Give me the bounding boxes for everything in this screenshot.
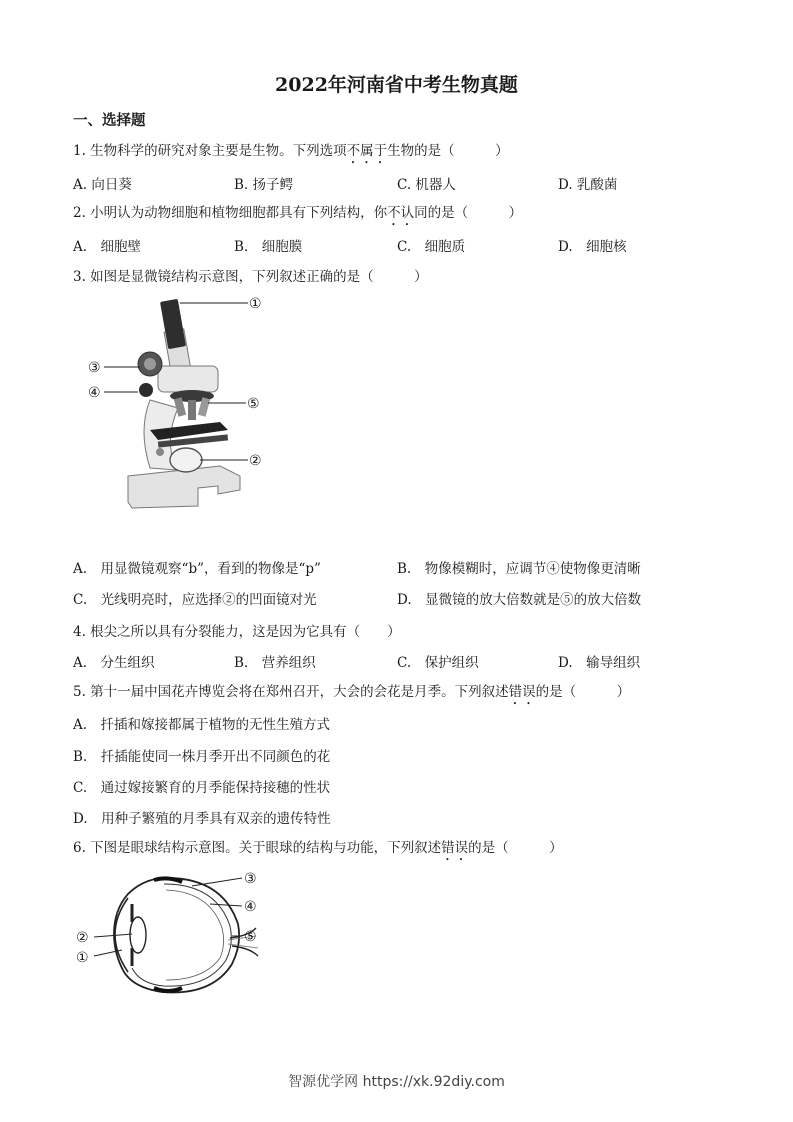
q3-option-a[interactable]: A. 用显微镜观察“b”，看到的物像是“p” [73, 561, 321, 577]
q4-option-c[interactable]: C. 保护组织 [397, 655, 479, 671]
question-6-emphasis: 错误 [441, 840, 469, 856]
page-title: 2022年河南省中考生物真题 [275, 74, 518, 96]
eyeball-figure [72, 864, 272, 1004]
question-6-text: 6. 下图是眼球结构示意图。关于眼球的结构与功能，下列叙述 [73, 840, 442, 856]
question-1-emphasis: 不属于 [346, 143, 388, 159]
question-2-emphasis: 不认 [387, 205, 415, 221]
question-6-text-end: 的是（ ） [468, 840, 563, 856]
microscope-label-4: ④ [88, 385, 101, 401]
question-2-text-end: 同的是（ ） [414, 205, 523, 221]
microscope-label-1: ① [249, 296, 262, 312]
eye-label-5: ⑤ [244, 929, 257, 945]
q4-option-d[interactable]: D. 输导组织 [558, 655, 641, 671]
microscope-label-5: ⑤ [247, 396, 260, 412]
eye-label-2: ② [76, 930, 89, 946]
q4-option-b[interactable]: B. 营养组织 [234, 655, 316, 671]
eye-label-1: ① [76, 950, 89, 966]
question-5-text-end: 的是（ ） [535, 684, 631, 700]
footer-watermark: 智源优学网 https://xk.92diy.com [288, 1074, 505, 1090]
question-1 [73, 139, 509, 167]
q5-option-c[interactable]: C. 通过嫁接繁育的月季能保持接穗的性状 [73, 780, 331, 796]
section-heading: 一、选择题 [73, 112, 146, 129]
question-2 [73, 201, 522, 229]
q1-option-d[interactable]: D. 乳酸菌 [558, 177, 618, 193]
q2-option-a[interactable]: A. 细胞壁 [73, 239, 142, 255]
eye-label-4: ④ [244, 899, 257, 915]
q5-option-a[interactable]: A. 扦插和嫁接都属于植物的无性生殖方式 [73, 717, 331, 733]
question-5-emphasis: 错误 [508, 684, 536, 700]
question-6 [73, 836, 563, 864]
q3-option-c[interactable]: C. 光线明亮时，应选择②的凹面镜对光 [73, 592, 317, 608]
question-1-text-end: 生物的是（ ） [387, 143, 509, 159]
q2-option-c[interactable]: C. 细胞质 [397, 239, 466, 255]
microscope-label-3: ③ [88, 360, 101, 376]
q1-option-c[interactable]: C. 机器人 [397, 177, 456, 193]
question-3: 3. 如图是显微镜结构示意图，下列叙述正确的是（ ） [73, 269, 428, 285]
q5-option-d[interactable]: D. 用种子繁殖的月季具有双亲的遗传特性 [73, 811, 331, 827]
q5-option-b[interactable]: B. 扦插能使同一株月季开出不同颜色的花 [73, 749, 331, 765]
q2-option-b[interactable]: B. 细胞膜 [234, 239, 303, 255]
q1-option-b[interactable]: B. 扬子鳄 [234, 177, 294, 193]
question-5-text: 5. 第十一届中国花卉博览会将在郑州召开，大会的会花是月季。下列叙述 [73, 684, 509, 700]
question-2-text: 2. 小明认为动物细胞和植物细胞都具有下列结构，你 [73, 205, 388, 221]
eye-label-3: ③ [244, 871, 257, 887]
question-4: 4. 根尖之所以具有分裂能力，这是因为它具有（ ） [73, 624, 401, 640]
microscope-label-2: ② [249, 453, 262, 469]
microscope-figure [80, 290, 280, 520]
q2-option-d[interactable]: D. 细胞核 [558, 239, 627, 255]
q3-option-b[interactable]: B. 物像模糊时，应调节④使物像更清晰 [397, 561, 641, 577]
q4-option-a[interactable]: A. 分生组织 [73, 655, 155, 671]
question-1-text: 1. 生物科学的研究对象主要是生物。下列选项 [73, 143, 347, 159]
question-5 [73, 680, 630, 708]
q3-option-d[interactable]: D. 显微镜的放大倍数就是⑤的放大倍数 [397, 592, 642, 608]
q1-option-a[interactable]: A. 向日葵 [73, 177, 132, 193]
